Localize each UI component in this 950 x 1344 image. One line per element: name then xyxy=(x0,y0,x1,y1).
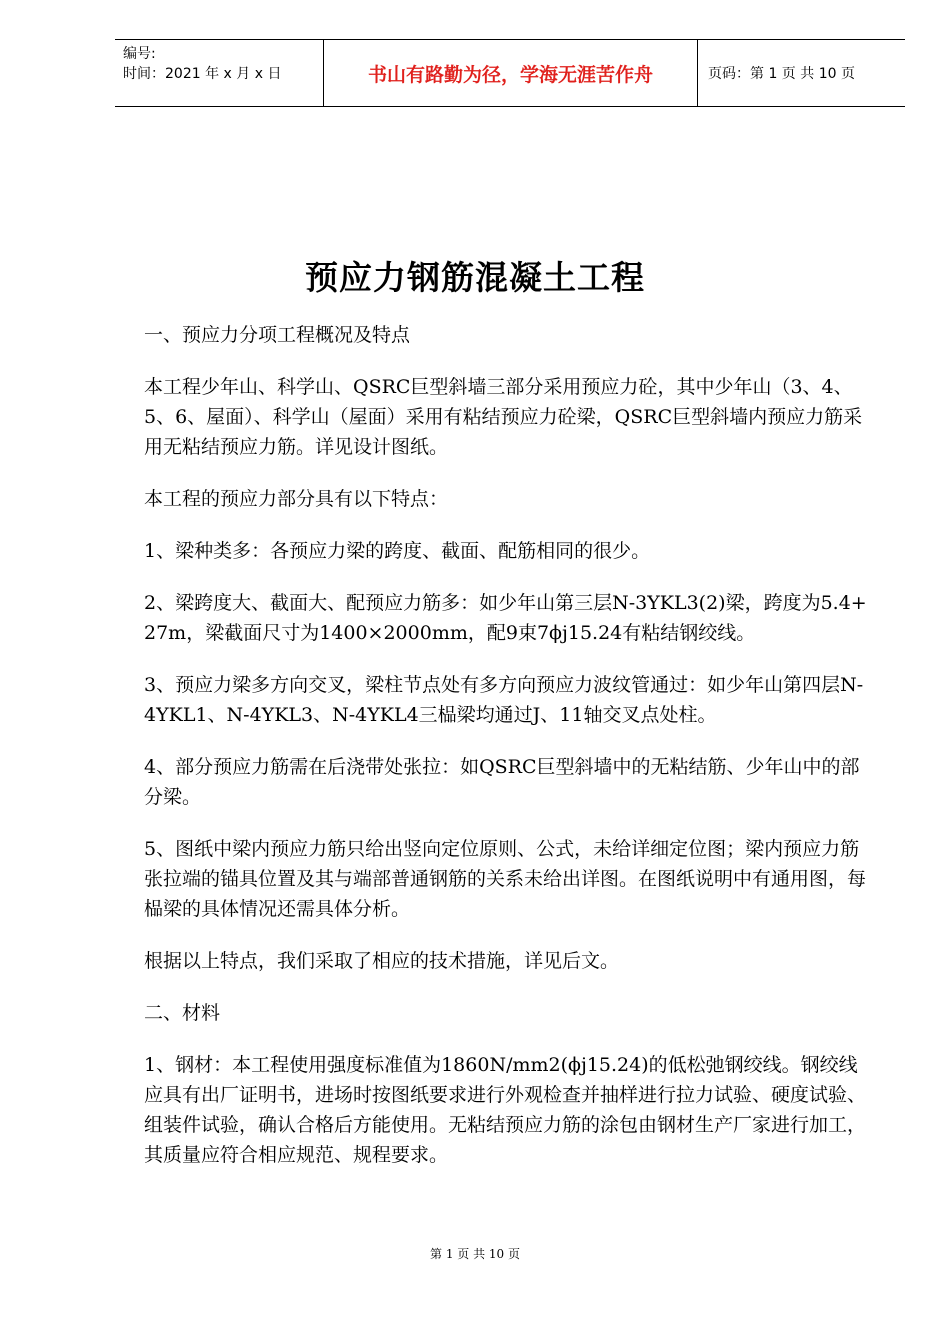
paragraph: 根据以上特点，我们采取了相应的技术措施，详见后文。 xyxy=(144,950,620,972)
page-footer: 第 1 页 共 10 页 xyxy=(430,1247,520,1261)
document-title: 预应力钢筋混凝土工程 xyxy=(305,258,645,297)
paragraph: 2、梁跨度大、截面大、配预应力筋多：如少年山第三层N-3YKL3(2)梁，跨度为5.4+27m，梁截面尺寸为1400×2000mm，配9束7ϕj15.24有粘结钢绞线。 xyxy=(144,592,867,644)
paragraph: 1、钢材：本工程使用强度标准值为1860N/mm2(ϕj15.24)的低松弛钢绞线。钢绞线应具有出厂证明书，进场时按图纸要求进行外观检查并抽样进行拉力试验、硬度试验、组装件试验，确认合格后方能使用。无粘结预应力筋的涂包由钢材生产厂家进行加工，其质量应符合相应规范、规程要求。 xyxy=(144,1054,867,1166)
serial-label: 编号: xyxy=(123,46,156,62)
document-body xyxy=(144,320,874,1192)
paragraph: 3、预应力梁多方向交叉，梁柱节点处有多方向预应力波纹管通过：如少年山第四层N-4YKL1、N-4YKL3、N-4YKL4三榀梁均通过J、11轴交叉点处柱。 xyxy=(144,674,864,726)
time-label: 时间：2021 年 x 月 x 日 xyxy=(123,66,282,82)
paragraph: 本工程的预应力部分具有以下特点： xyxy=(144,488,449,510)
section-heading-2: 二、材料 xyxy=(144,1002,221,1024)
paragraph: 4、部分预应力筋需在后浇带处张拉：如QSRC巨型斜墙中的无粘结筋、少年山中的部分梁。 xyxy=(144,756,860,808)
paragraph: 1、梁种类多：各预应力梁的跨度、截面、配筋相同的很少。 xyxy=(144,540,651,562)
header-meta-cell xyxy=(115,40,324,107)
header-table xyxy=(115,39,905,107)
header-page-label: 页码：第 1 页 共 10 页 xyxy=(698,40,906,107)
section-heading-1: 一、预应力分项工程概况及特点 xyxy=(144,324,411,346)
paragraph: 5、图纸中梁内预应力筋只给出竖向定位原则、公式，未给详细定位图；梁内预应力筋张拉端的锚具位置及其与端部普通钢筋的关系未给出详图。在图纸说明中有通用图，每榀梁的具体情况还需具体分析。 xyxy=(144,838,867,920)
paragraph: 本工程少年山、科学山、QSRC巨型斜墙三部分采用预应力砼，其中少年山（3、4、5、6、屋面）、科学山（屋面）采用有粘结预应力砼梁，QSRC巨型斜墙内预应力筋采用无粘结预应力筋。详见设计图纸。 xyxy=(144,376,863,458)
header-motto: 书山有路勤为径，学海无涯苦作舟 xyxy=(324,40,698,107)
